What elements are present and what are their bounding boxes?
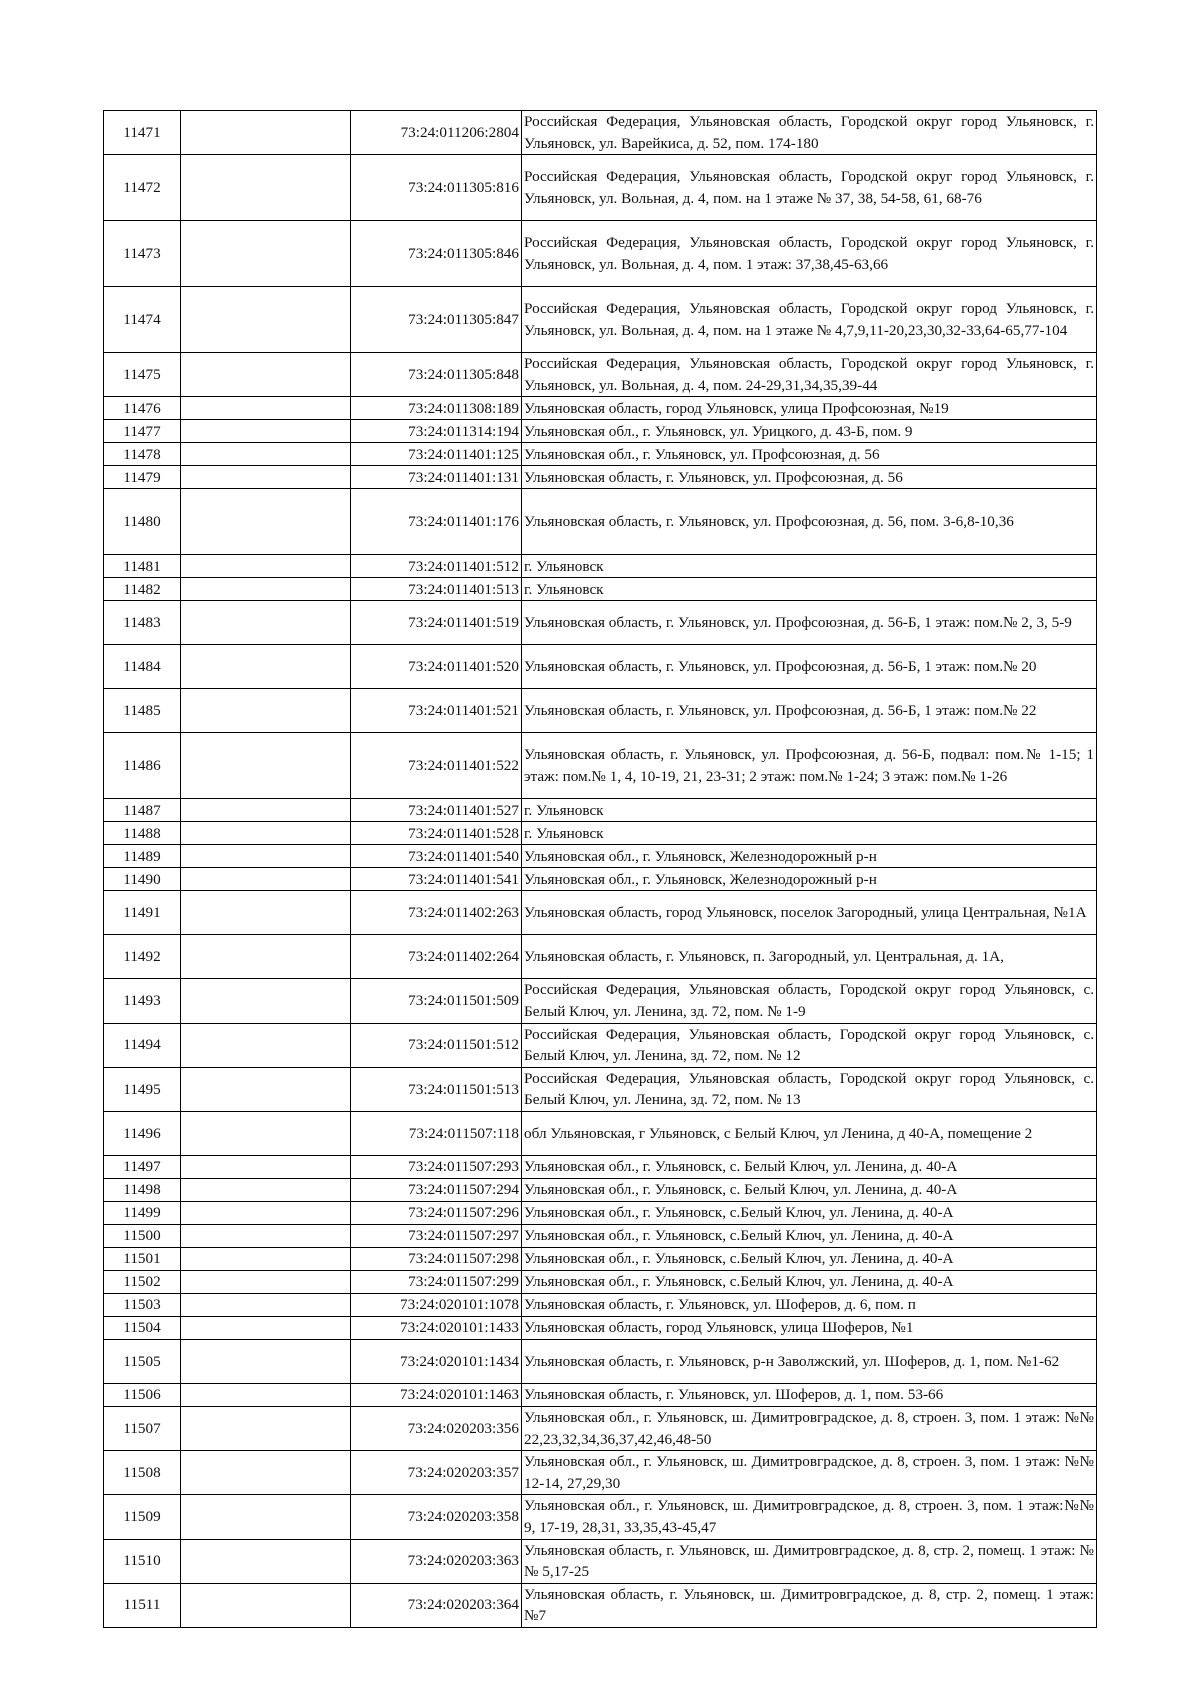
cadastral-number-cell: 73:24:011305:846 [351,221,522,287]
cadastral-number-cell: 73:24:020101:1463 [351,1383,522,1406]
empty-cell [181,1583,351,1627]
address-cell: Ульяновская область, город Ульяновск, улица Профсоюзная, №19 [522,397,1097,420]
row-number-cell: 11486 [104,733,181,799]
table-row [104,555,1097,578]
address-cell: г. Ульяновск [522,578,1097,601]
cadastral-number-cell: 73:24:011401:527 [351,799,522,822]
row-number-cell: 11471 [104,111,181,155]
table-row [104,733,1097,799]
empty-cell [181,689,351,733]
address-cell: г. Ульяновск [522,799,1097,822]
empty-cell [181,891,351,935]
cadastral-number-cell: 73:24:011305:847 [351,287,522,353]
cadastral-number-cell: 73:24:011401:521 [351,689,522,733]
empty-cell [181,1383,351,1406]
table-row [104,1293,1097,1316]
table-row [104,822,1097,845]
address-cell: Ульяновская область, г. Ульяновск, ул. Профсоюзная, д. 56-Б, 1 этаж: пом.№ 20 [522,645,1097,689]
empty-cell [181,1293,351,1316]
table-row [104,868,1097,891]
empty-cell [181,1224,351,1247]
row-number-cell: 11495 [104,1067,181,1111]
cadastral-number-cell: 73:24:011206:2804 [351,111,522,155]
address-cell: Российская Федерация, Ульяновская область, Городской округ город Ульяновск, с. Белый Ключ, ул. Ленина, зд. 72, пом. № 13 [522,1067,1097,1111]
empty-cell [181,822,351,845]
table-row [104,845,1097,868]
empty-cell [181,1247,351,1270]
row-number-cell: 11502 [104,1270,181,1293]
table-row [104,1383,1097,1406]
table-row [104,221,1097,287]
address-cell: Ульяновская обл., г. Ульяновск, ш. Димитровградское, д. 8, строен. 3, пом. 1 этаж: №№ 12-14, 27,29,30 [522,1451,1097,1495]
row-number-cell: 11482 [104,578,181,601]
table-row [104,601,1097,645]
address-cell: Ульяновская обл., г. Ульяновск, ул. Профсоюзная, д. 56 [522,443,1097,466]
row-number-cell: 11474 [104,287,181,353]
address-cell: Российская Федерация, Ульяновская область, Городской округ город Ульяновск, г. Ульяновск, ул. Вольная, д. 4, пом. 24-29,31,34,35,39-44 [522,353,1097,397]
table-row [104,689,1097,733]
address-cell: Ульяновская обл., г. Ульяновск, Железнодорожный р-н [522,868,1097,891]
address-cell: Ульяновская обл., г. Ульяновск, ул. Урицкого, д. 43-Б, пом. 9 [522,420,1097,443]
cadastral-number-cell: 73:24:011501:513 [351,1067,522,1111]
row-number-cell: 11489 [104,845,181,868]
address-cell: Ульяновская обл., г. Ульяновск, ш. Димитровградское, д. 8, строен. 3, пом. 1 этаж:№№ 9, 17-19, 28,31, 33,35,43-45,47 [522,1495,1097,1539]
cadastral-number-cell: 73:24:011507:294 [351,1178,522,1201]
empty-cell [181,935,351,979]
table-row [104,935,1097,979]
cadastral-number-cell: 73:24:011401:512 [351,555,522,578]
address-cell: Российская Федерация, Ульяновская область, Городской округ город Ульяновск, г. Ульяновск, ул. Вольная, д. 4, пом. на 1 этаже № 4,7,9,11-20,23,30,32-33,64-65,77-104 [522,287,1097,353]
row-number-cell: 11510 [104,1539,181,1583]
cadastral-number-cell: 73:24:011507:299 [351,1270,522,1293]
row-number-cell: 11480 [104,489,181,555]
table-row [104,1495,1097,1539]
table-row [104,1178,1097,1201]
address-cell: Российская Федерация, Ульяновская область, Городской округ город Ульяновск, г. Ульяновск, ул. Варейкиса, д. 52, пом. 174-180 [522,111,1097,155]
empty-cell [181,979,351,1023]
table-row [104,489,1097,555]
cadastral-number-cell: 73:24:020203:357 [351,1451,522,1495]
row-number-cell: 11476 [104,397,181,420]
row-number-cell: 11487 [104,799,181,822]
cadastral-number-cell: 73:24:011401:125 [351,443,522,466]
empty-cell [181,1178,351,1201]
address-cell: Ульяновская область, г. Ульяновск, р-н Заволжский, ул. Шоферов, д. 1, пом. №1-62 [522,1339,1097,1383]
cadastral-number-cell: 73:24:011305:816 [351,155,522,221]
empty-cell [181,1406,351,1450]
empty-cell [181,799,351,822]
table-row [104,979,1097,1023]
row-number-cell: 11493 [104,979,181,1023]
row-number-cell: 11496 [104,1111,181,1155]
row-number-cell: 11475 [104,353,181,397]
table-row [104,1583,1097,1627]
address-cell: г. Ульяновск [522,822,1097,845]
row-number-cell: 11499 [104,1201,181,1224]
empty-cell [181,845,351,868]
empty-cell [181,555,351,578]
table-row [104,443,1097,466]
cadastral-number-cell: 73:24:011507:118 [351,1111,522,1155]
address-cell: Ульяновская обл., г. Ульяновск, с. Белый Ключ, ул. Ленина, д. 40-А [522,1155,1097,1178]
empty-cell [181,1270,351,1293]
cadastral-number-cell: 73:24:011401:540 [351,845,522,868]
empty-cell [181,733,351,799]
address-cell: Ульяновская область, город Ульяновск, поселок Загородный, улица Центральная, №1А [522,891,1097,935]
table-row [104,111,1097,155]
table-row [104,420,1097,443]
address-cell: Российская Федерация, Ульяновская область, Городской округ город Ульяновск, с. Белый Ключ, ул. Ленина, зд. 72, пом. № 1-9 [522,979,1097,1023]
address-cell: Ульяновская область, г. Ульяновск, п. Загородный, ул. Центральная, д. 1А, [522,935,1097,979]
registry-table-body [104,111,1097,1628]
empty-cell [181,155,351,221]
address-cell: Ульяновская область, г. Ульяновск, ул. Профсоюзная, д. 56-Б, 1 этаж: пом.№ 2, 3, 5-9 [522,601,1097,645]
address-cell: Ульяновская обл., г. Ульяновск, с. Белый Ключ, ул. Ленина, д. 40-А [522,1178,1097,1201]
cadastral-number-cell: 73:24:020203:358 [351,1495,522,1539]
cadastral-number-cell: 73:24:011507:296 [351,1201,522,1224]
cadastral-number-cell: 73:24:011507:293 [351,1155,522,1178]
empty-cell [181,353,351,397]
row-number-cell: 11477 [104,420,181,443]
table-row [104,466,1097,489]
empty-cell [181,489,351,555]
cadastral-number-cell: 73:24:011401:519 [351,601,522,645]
cadastral-number-cell: 73:24:020203:364 [351,1583,522,1627]
row-number-cell: 11473 [104,221,181,287]
empty-cell [181,221,351,287]
table-row [104,799,1097,822]
address-cell: Ульяновская область, г. Ульяновск, ул. Шоферов, д. 6, пом. п [522,1293,1097,1316]
table-row [104,1201,1097,1224]
row-number-cell: 11506 [104,1383,181,1406]
cadastral-number-cell: 73:24:011402:264 [351,935,522,979]
row-number-cell: 11472 [104,155,181,221]
row-number-cell: 11483 [104,601,181,645]
table-row [104,397,1097,420]
cadastral-number-cell: 73:24:011401:131 [351,466,522,489]
table-row [104,1023,1097,1067]
address-cell: Ульяновская область, г. Ульяновск, ул. Профсоюзная, д. 56, пом. 3-6,8-10,36 [522,489,1097,555]
row-number-cell: 11485 [104,689,181,733]
row-number-cell: 11490 [104,868,181,891]
row-number-cell: 11488 [104,822,181,845]
row-number-cell: 11479 [104,466,181,489]
empty-cell [181,1539,351,1583]
row-number-cell: 11511 [104,1583,181,1627]
table-row [104,1451,1097,1495]
row-number-cell: 11481 [104,555,181,578]
empty-cell [181,1023,351,1067]
address-cell: Ульяновская обл., г. Ульяновск, с.Белый Ключ, ул. Ленина, д. 40-А [522,1270,1097,1293]
table-row [104,645,1097,689]
table-row [104,1406,1097,1450]
empty-cell [181,601,351,645]
empty-cell [181,868,351,891]
address-cell: Российская Федерация, Ульяновская область, Городской округ город Ульяновск, г. Ульяновск, ул. Вольная, д. 4, пом. 1 этаж: 37,38,45-63,66 [522,221,1097,287]
empty-cell [181,1339,351,1383]
row-number-cell: 11498 [104,1178,181,1201]
address-cell: г. Ульяновск [522,555,1097,578]
row-number-cell: 11507 [104,1406,181,1450]
row-number-cell: 11501 [104,1247,181,1270]
empty-cell [181,645,351,689]
row-number-cell: 11492 [104,935,181,979]
cadastral-number-cell: 73:24:011308:189 [351,397,522,420]
table-row [104,155,1097,221]
row-number-cell: 11500 [104,1224,181,1247]
row-number-cell: 11497 [104,1155,181,1178]
empty-cell [181,443,351,466]
table-row [104,1111,1097,1155]
row-number-cell: 11494 [104,1023,181,1067]
address-cell: Ульяновская область, город Ульяновск, улица Шоферов, №1 [522,1316,1097,1339]
row-number-cell: 11505 [104,1339,181,1383]
cadastral-number-cell: 73:24:020203:363 [351,1539,522,1583]
address-cell: Ульяновская область, г. Ульяновск, ул. Профсоюзная, д. 56 [522,466,1097,489]
address-cell: Российская Федерация, Ульяновская область, Городской округ город Ульяновск, с. Белый Ключ, ул. Ленина, зд. 72, пом. № 12 [522,1023,1097,1067]
address-cell: Российская Федерация, Ульяновская область, Городской округ город Ульяновск, г. Ульяновск, ул. Вольная, д. 4, пом. на 1 этаже № 37, 38, 54-58, 61, 68-76 [522,155,1097,221]
empty-cell [181,466,351,489]
cadastral-number-cell: 73:24:011305:848 [351,353,522,397]
empty-cell [181,287,351,353]
cadastral-number-cell: 73:24:020101:1078 [351,1293,522,1316]
address-cell: Ульяновская обл., г. Ульяновск, с.Белый Ключ, ул. Ленина, д. 40-А [522,1247,1097,1270]
registry-table [103,110,1097,1628]
cadastral-number-cell: 73:24:020101:1434 [351,1339,522,1383]
address-cell: Ульяновская область, г. Ульяновск, ш. Димитровградское, д. 8, стр. 2, помещ. 1 этаж: №№ 5,17-25 [522,1539,1097,1583]
table-row [104,1539,1097,1583]
table-row [104,1270,1097,1293]
row-number-cell: 11484 [104,645,181,689]
row-number-cell: 11504 [104,1316,181,1339]
cadastral-number-cell: 73:24:011402:263 [351,891,522,935]
empty-cell [181,1155,351,1178]
table-row [104,578,1097,601]
table-row [104,1316,1097,1339]
empty-cell [181,1316,351,1339]
empty-cell [181,1111,351,1155]
address-cell: Ульяновская область, г. Ульяновск, ул. Шоферов, д. 1, пом. 53-66 [522,1383,1097,1406]
address-cell: Ульяновская обл., г. Ульяновск, Железнодорожный р-н [522,845,1097,868]
empty-cell [181,1067,351,1111]
empty-cell [181,420,351,443]
table-row [104,1155,1097,1178]
empty-cell [181,578,351,601]
row-number-cell: 11478 [104,443,181,466]
cadastral-number-cell: 73:24:011501:509 [351,979,522,1023]
cadastral-number-cell: 73:24:020101:1433 [351,1316,522,1339]
cadastral-number-cell: 73:24:011401:520 [351,645,522,689]
cadastral-number-cell: 73:24:011401:176 [351,489,522,555]
table-row [104,353,1097,397]
cadastral-number-cell: 73:24:011401:522 [351,733,522,799]
address-cell: Ульяновская обл., г. Ульяновск, с.Белый Ключ, ул. Ленина, д. 40-А [522,1201,1097,1224]
cadastral-number-cell: 73:24:011501:512 [351,1023,522,1067]
row-number-cell: 11509 [104,1495,181,1539]
address-cell: Ульяновская обл., г. Ульяновск, ш. Димитровградское, д. 8, строен. 3, пом. 1 этаж: №№ 22,23,32,34,36,37,42,46,48-50 [522,1406,1097,1450]
empty-cell [181,397,351,420]
table-row [104,1339,1097,1383]
empty-cell [181,1451,351,1495]
cadastral-number-cell: 73:24:011401:528 [351,822,522,845]
cadastral-number-cell: 73:24:020203:356 [351,1406,522,1450]
address-cell: Ульяновская область, г. Ульяновск, ш. Димитровградское, д. 8, стр. 2, помещ. 1 этаж: №7 [522,1583,1097,1627]
address-cell: Ульяновская область, г. Ульяновск, ул. Профсоюзная, д. 56-Б, 1 этаж: пом.№ 22 [522,689,1097,733]
empty-cell [181,111,351,155]
table-row [104,287,1097,353]
row-number-cell: 11503 [104,1293,181,1316]
row-number-cell: 11491 [104,891,181,935]
cadastral-number-cell: 73:24:011401:513 [351,578,522,601]
address-cell: Ульяновская обл., г. Ульяновск, с.Белый Ключ, ул. Ленина, д. 40-А [522,1224,1097,1247]
empty-cell [181,1495,351,1539]
address-cell: Ульяновская область, г. Ульяновск, ул. Профсоюзная, д. 56-Б, подвал: пом.№ 1-15; 1 этаж: пом.№ 1, 4, 10-19, 21, 23-31; 2 этаж: пом.№ 1-24; 3 этаж: пом.№ 1-26 [522,733,1097,799]
cadastral-number-cell: 73:24:011507:298 [351,1247,522,1270]
row-number-cell: 11508 [104,1451,181,1495]
table-row [104,1067,1097,1111]
table-row [104,1247,1097,1270]
cadastral-number-cell: 73:24:011314:194 [351,420,522,443]
table-row [104,1224,1097,1247]
address-cell: обл Ульяновская, г Ульяновск, с Белый Ключ, ул Ленина, д 40-А, помещение 2 [522,1111,1097,1155]
table-row [104,891,1097,935]
empty-cell [181,1201,351,1224]
cadastral-number-cell: 73:24:011507:297 [351,1224,522,1247]
cadastral-number-cell: 73:24:011401:541 [351,868,522,891]
